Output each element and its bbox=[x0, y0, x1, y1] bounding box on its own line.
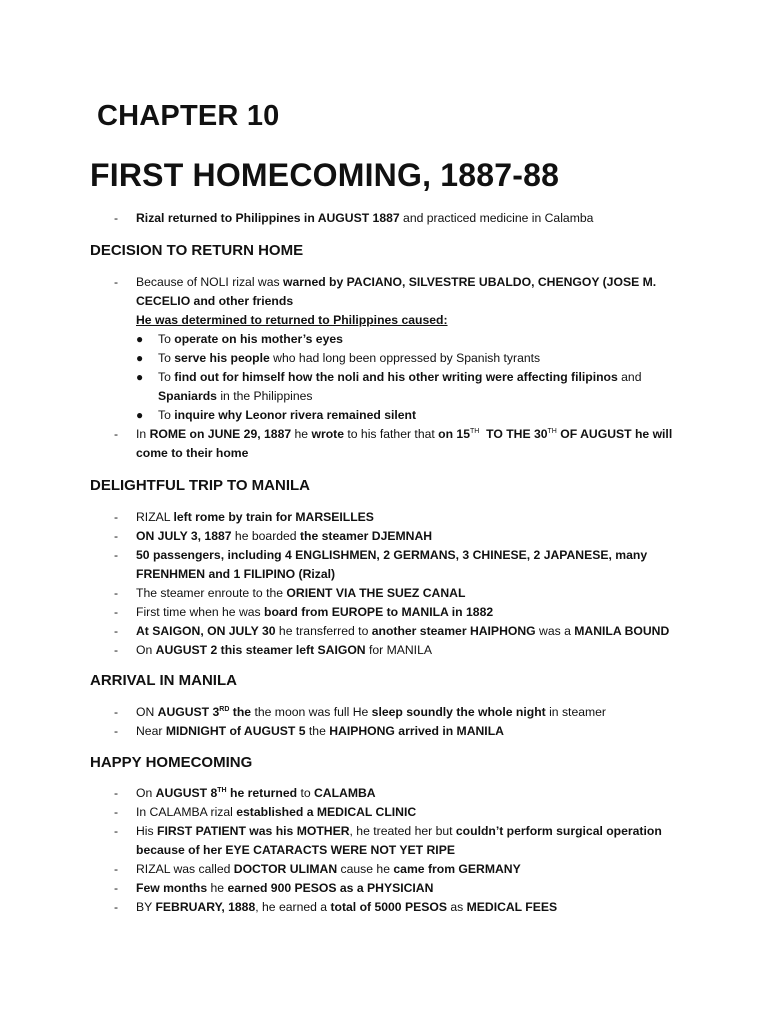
text-bold: Rizal returned to Philippines in AUGUST 1887 bbox=[136, 211, 400, 225]
list-item: The steamer enroute to the ORIENT VIA THE SUEZ CANAL bbox=[136, 586, 466, 600]
list-dash: - bbox=[114, 586, 119, 600]
list-item-continued: because of her EYE CATARACTS WERE NOT YET RIPE bbox=[136, 843, 455, 857]
list-item: In CALAMBA rizal established a MEDICAL CLINIC bbox=[136, 805, 417, 819]
list-item: In ROME on JUNE 29, 1887 he wrote to his father that on 15TH TO THE 30TH OF AUGUST he will bbox=[136, 427, 673, 441]
list-item bbox=[136, 273, 656, 292]
chapter-label: CHAPTER 10 bbox=[97, 100, 280, 132]
section-heading-trip: DELIGHTFUL TRIP TO MANILA bbox=[90, 477, 310, 494]
list-dash: - bbox=[114, 643, 119, 657]
list-dash: - bbox=[114, 824, 119, 838]
list-dash: - bbox=[114, 881, 119, 895]
bullet-icon: ● bbox=[136, 351, 144, 365]
list-item: Near MIDNIGHT of AUGUST 5 the HAIPHONG arrived in MANILA bbox=[136, 724, 504, 738]
list-item: On AUGUST 2 this steamer left SAIGON for MANILA bbox=[136, 643, 432, 657]
list-item-continued: FRENHMEN and 1 FILIPINO (Rizal) bbox=[136, 567, 336, 581]
intro-item bbox=[136, 209, 593, 228]
list-item: RIZAL left rome by train for MARSEILLES bbox=[136, 510, 374, 524]
section-heading-happy: HAPPY HOMECOMING bbox=[90, 754, 253, 771]
list-dash: - bbox=[114, 900, 119, 914]
list-dash: - bbox=[114, 862, 119, 876]
bullet-item: To inquire why Leonor rivera remained silent bbox=[158, 408, 417, 422]
bullet-icon: ● bbox=[136, 370, 144, 384]
list-item-continued bbox=[136, 292, 293, 311]
text-bold: warned by PACIANO, SILVESTRE UBALDO, CHENGOY (JOSE M. bbox=[283, 275, 657, 289]
list-item: 50 passengers, including 4 ENGLISHMEN, 2 GERMANS, 3 CHINESE, 2 JAPANESE, many bbox=[136, 548, 648, 562]
list-item: RIZAL was called DOCTOR ULIMAN cause he came from GERMANY bbox=[136, 862, 521, 876]
list-dash: - bbox=[114, 510, 119, 524]
list-dash: - bbox=[114, 529, 119, 543]
section-heading-arrival: ARRIVAL IN MANILA bbox=[90, 672, 237, 689]
list-dash: - bbox=[114, 724, 119, 738]
text: and practiced medicine in Calamba bbox=[399, 211, 594, 225]
list-dash: - bbox=[114, 605, 119, 619]
list-dash: - bbox=[114, 275, 119, 289]
list-item: ON JULY 3, 1887 he boarded the steamer DJEMNAH bbox=[136, 529, 433, 543]
section-heading-decision: DECISION TO RETURN HOME bbox=[90, 242, 304, 259]
list-item: His FIRST PATIENT was his MOTHER, he treated her but couldn’t perform surgical operation bbox=[136, 824, 662, 838]
list-item: On AUGUST 8TH he returned to CALAMBA bbox=[136, 786, 376, 800]
list-item-continued: come to their home bbox=[136, 446, 249, 460]
text-bold: CECELIO and other friends bbox=[136, 294, 294, 308]
bullet-item: To find out for himself how the noli and his other writing were affecting filipinos and bbox=[158, 370, 642, 384]
page-title: FIRST HOMECOMING, 1887-88 bbox=[90, 157, 560, 193]
text-underlined: He was determined to returned to Philippines caused: bbox=[136, 313, 448, 327]
list-dash: - bbox=[114, 211, 119, 225]
list-item: Few months he earned 900 PESOS as a PHYSICIAN bbox=[136, 881, 434, 895]
text: Because of NOLI rizal was bbox=[136, 275, 283, 289]
bullet-item: To operate on his mother’s eyes bbox=[158, 332, 343, 346]
list-item: ON AUGUST 3RD the the moon was full He sleep soundly the whole night in steamer bbox=[136, 705, 606, 719]
list-dash: - bbox=[114, 548, 119, 562]
list-item: First time when he was board from EUROPE to MANILA in 1882 bbox=[136, 605, 494, 619]
bullet-item-continued: Spaniards in the Philippines bbox=[158, 389, 313, 403]
list-dash: - bbox=[114, 624, 119, 638]
list-dash: - bbox=[114, 805, 119, 819]
bullet-icon: ● bbox=[136, 332, 144, 346]
list-item: At SAIGON, ON JULY 30 he transferred to another steamer HAIPHONG was a MANILA BOUND bbox=[136, 624, 670, 638]
list-item: BY FEBRUARY, 1888, he earned a total of 5000 PESOS as MEDICAL FEES bbox=[136, 900, 558, 914]
subheading-causes bbox=[136, 311, 448, 330]
bullet-icon: ● bbox=[136, 408, 144, 422]
bullet-item: To serve his people who had long been oppressed by Spanish tyrants bbox=[158, 351, 541, 365]
list-dash: - bbox=[114, 786, 119, 800]
list-dash: - bbox=[114, 427, 119, 441]
list-dash: - bbox=[114, 705, 119, 719]
